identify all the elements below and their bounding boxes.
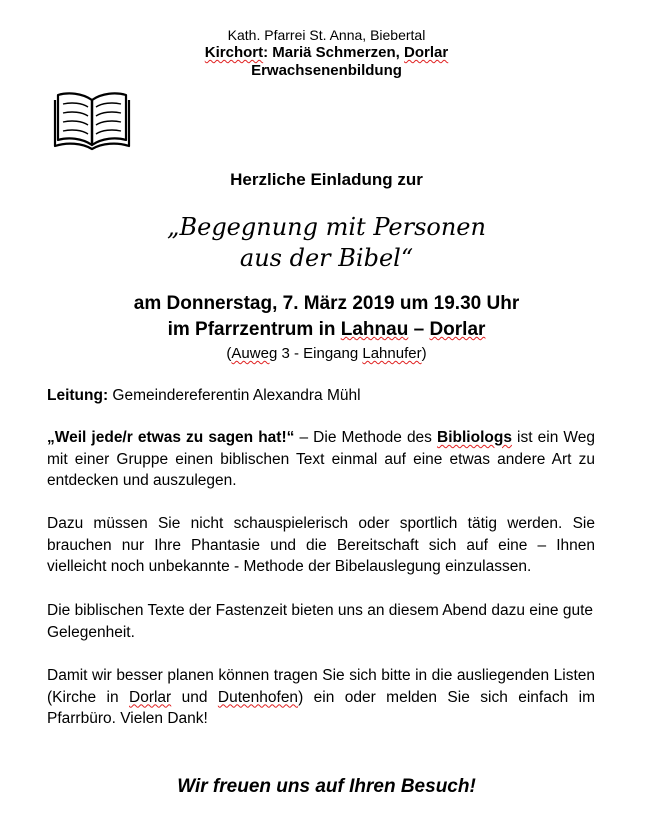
registration-place-1: Dorlar [129, 688, 172, 706]
lent-paragraph: Die biblischen Texte der Fastenzeit bieten uns an diesem Abend dazu eine gute Gelegenheit. [47, 602, 594, 641]
leitung-label: Leitung: [47, 387, 109, 404]
event-title-line-2: aus der Bibel“ [239, 244, 414, 272]
place-village: Dorlar [429, 319, 486, 340]
bibliolog-term: Bibliologs [437, 429, 512, 446]
event-place [0, 317, 653, 342]
registration-place-2: Dutenhofen [217, 688, 299, 706]
kirchort-place: Dorlar [404, 44, 449, 61]
event-address [0, 345, 653, 362]
kirchort-line [0, 44, 653, 62]
bibliolog-quote: „Weil jede/r etwas zu sagen hat!“ [47, 429, 295, 446]
address-open: ( [226, 345, 232, 362]
address-close: ) [421, 345, 427, 362]
address-entrance: Lahnufer [362, 345, 422, 362]
address-mid: 3 - Eingang [277, 345, 363, 362]
registration-part-1: Damit wir besser planen können tragen Sie sich bitte in die ausliegenden Listen (Kirche in [47, 667, 595, 706]
parish-name: Kath. Pfarrei St. Anna, Biebertal [227, 27, 426, 43]
registration-part-2: ) ein oder melden Sie sich einfach im Pfarrbüro. Vielen Dank! [47, 688, 595, 727]
kirchort-church: : Mariä Schmerzen, [263, 44, 405, 61]
leitung-line [47, 385, 595, 407]
department-name: Erwachsenenbildung [251, 62, 402, 79]
open-book-icon [52, 88, 132, 152]
closing-line: Wir freuen uns auf Ihren Besuch! [177, 776, 476, 797]
place-dash: – [408, 319, 430, 340]
place-town: Lahnau [340, 319, 409, 340]
bibliolog-paragraph [47, 427, 595, 492]
bibliolog-after-quote: – Die Methode des [294, 429, 438, 446]
registration-and: und [171, 688, 218, 706]
event-date: am Donnerstag, 7. März 2019 um 19.30 Uhr [133, 293, 520, 314]
leitung-name: Gemeindereferentin Alexandra Mühl [108, 387, 361, 404]
place-prefix: im Pfarrzentrum in [167, 319, 341, 340]
bibliolog-rest: ist ein Weg mit einer Gruppe einen biblischen Text einmal auf eine etwas andere Art zu entdecken und auszulegen. [47, 429, 595, 489]
event-title-line-1: „Begegnung mit Personen [167, 213, 486, 241]
requirements-paragraph: Dazu müssen Sie nicht schauspielerisch oder sportlich tätig werden. Sie brauchen nur Ihre Phantasie und die Bereitschaft sich auf eine – Ihnen vielleicht noch unbekannte - Methode der Bibelauslegung einzulassen. [47, 515, 595, 575]
registration-paragraph [47, 665, 595, 730]
kirchort-label: Kirchort [204, 44, 264, 61]
invitation-heading: Herzliche Einladung zur [230, 170, 423, 189]
address-street: Auweg [231, 345, 278, 362]
